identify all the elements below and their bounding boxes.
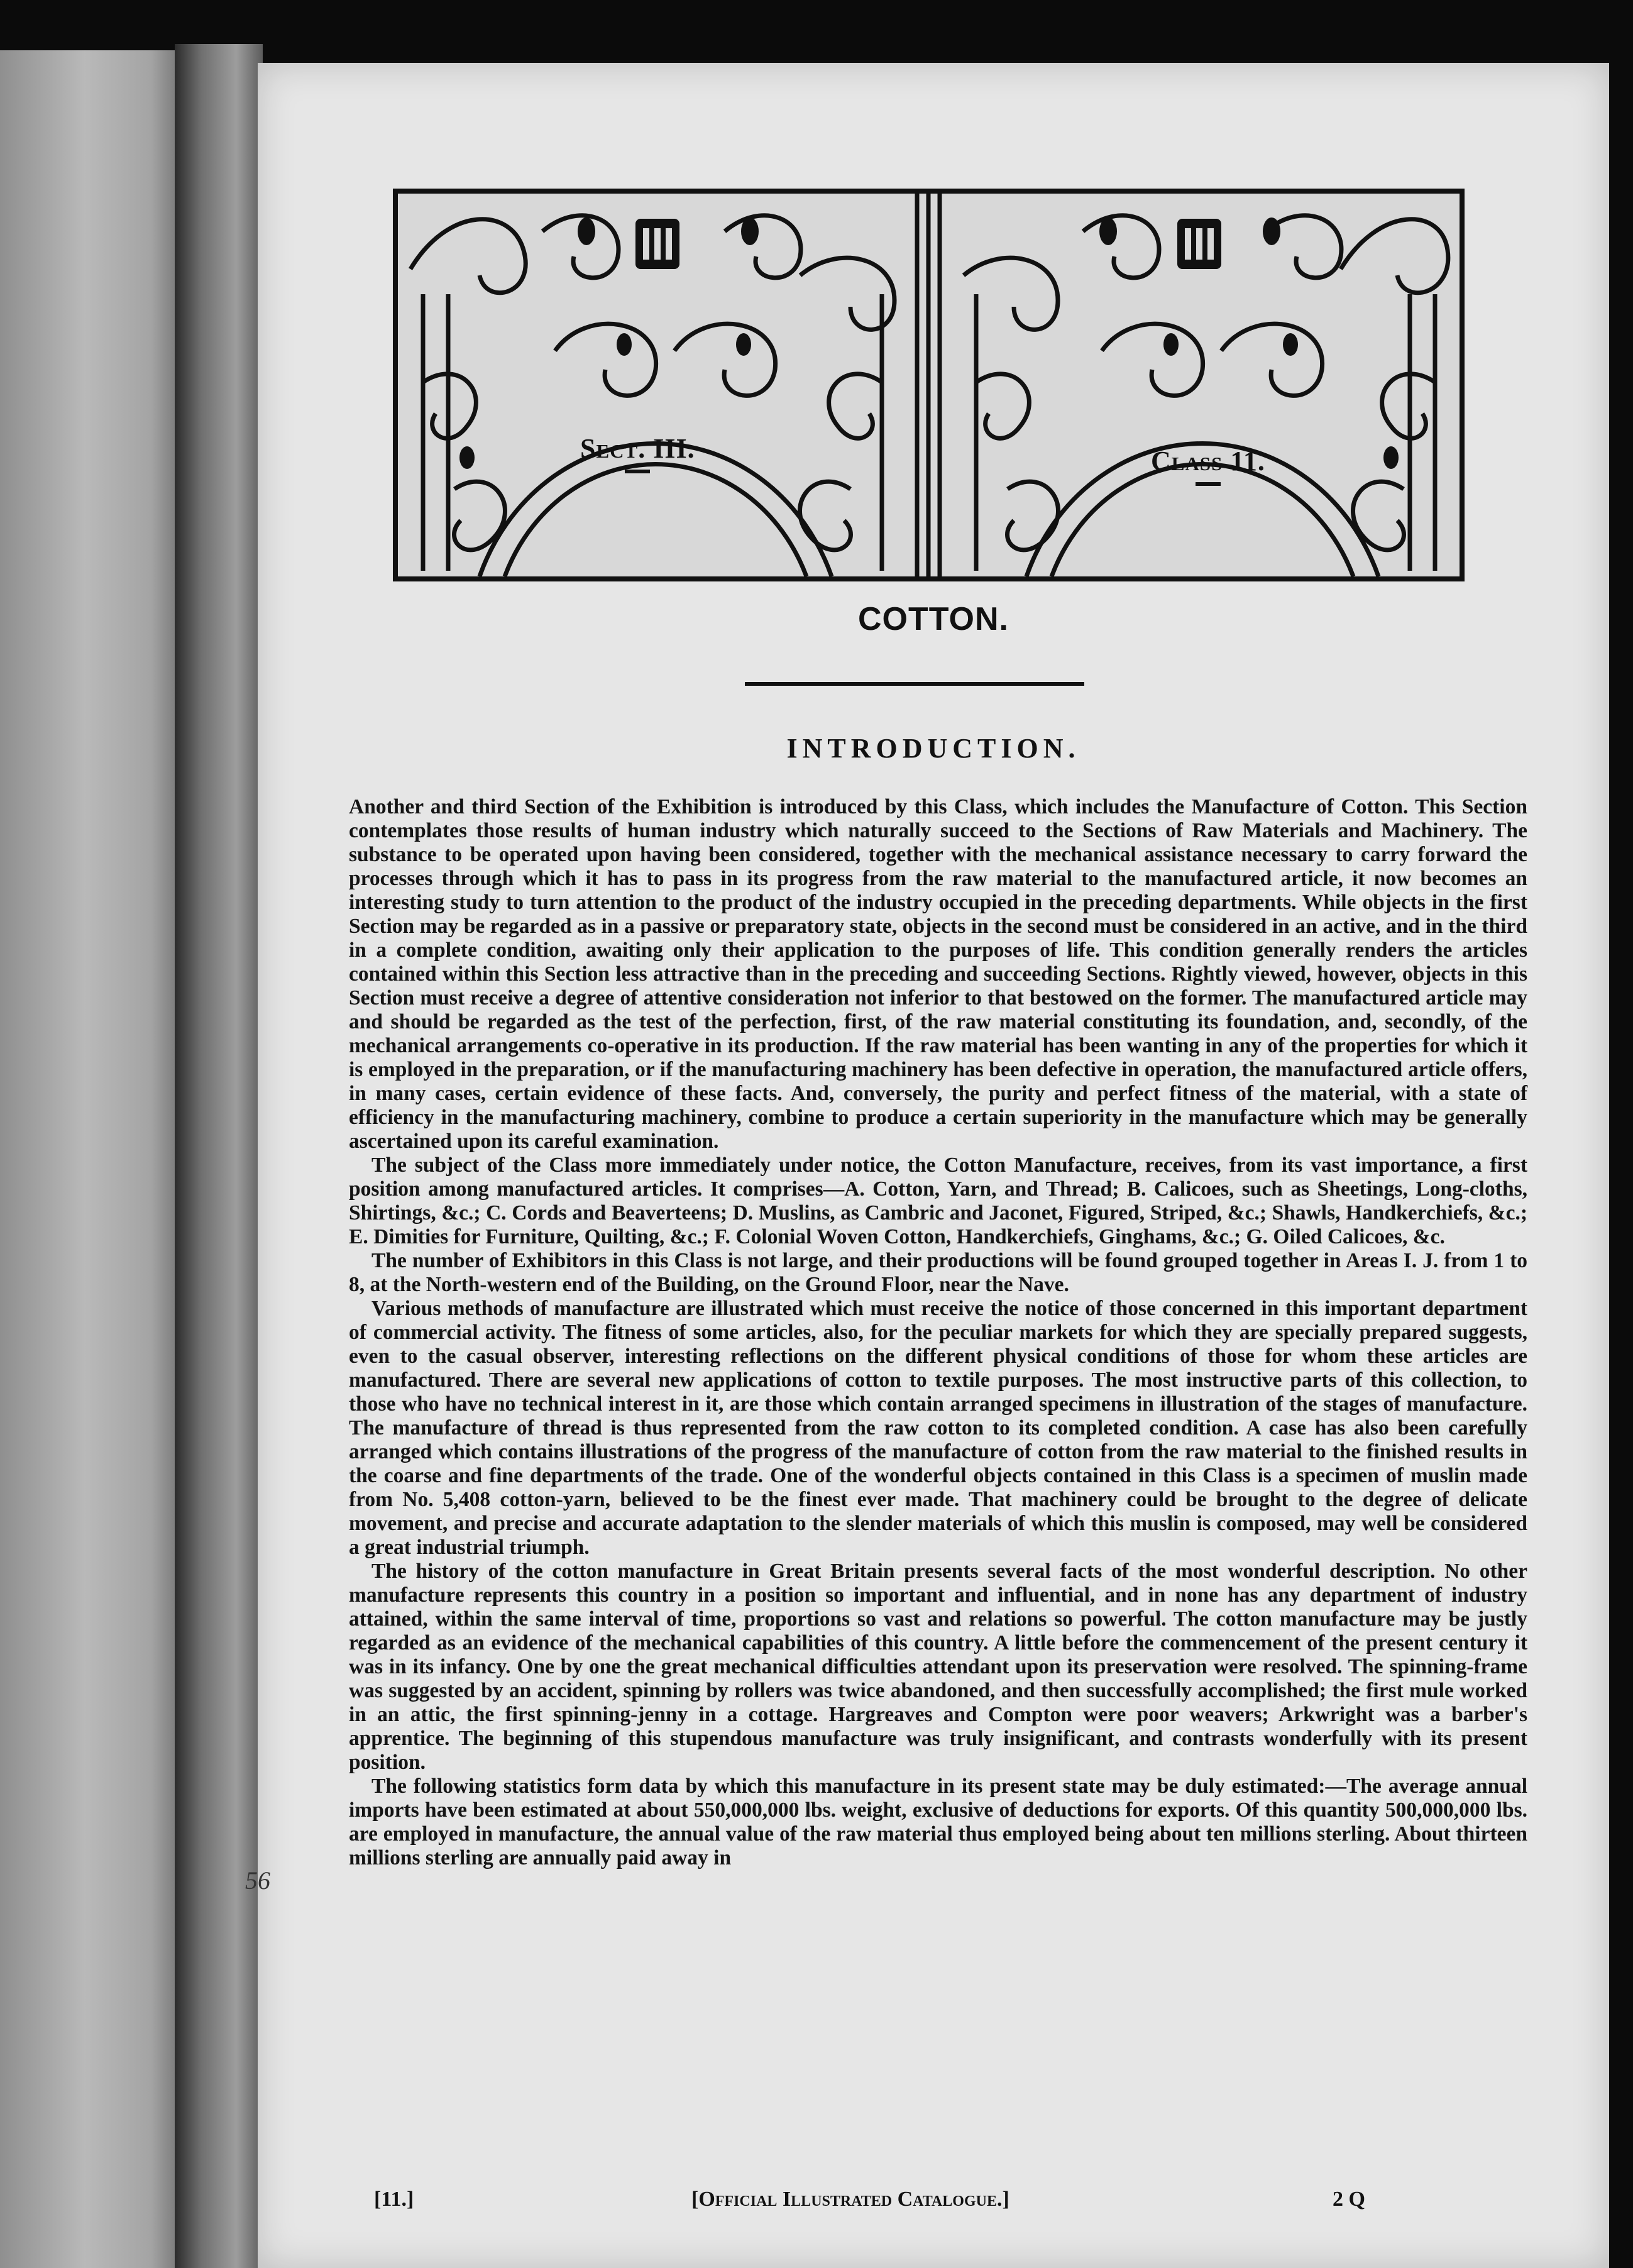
introduction-text (349, 795, 1527, 1870)
margin-note: 56 (245, 1866, 270, 1895)
title-rule (745, 682, 1084, 686)
section-heading: INTRODUCTION. (786, 733, 1080, 764)
catalogue-page (258, 63, 1609, 2268)
facing-page-edge (0, 50, 189, 2268)
class-label: Class 11. (1151, 445, 1265, 486)
paragraph: The subject of the Class more immediately under notice, the Cotton Manufacture, receives, from its vast importance, a first position among manufactured articles. It comprises—A. Cotton, Yarn, and Thread; B. Calicoes, such as Sheetings, Long-cloths, Shirtings, &c.; C. Cords and Beaverteens; D. Muslins, as Cambric and Jaconet, Figured, Striped, &c.; Shawls, Handkerchiefs, &c.; E. Dimities for Furniture, Quilting, &c.; F. Colonial Woven Cotton, Handkerchiefs, Ginghams, &c.; G. Oiled Calicoes, &c. (349, 1153, 1527, 1248)
paragraph: The history of the cotton manufacture in Great Britain presents several facts of the most wonderful description. No other manufacture represents this country in a position so important and influential, and in none has any department of industry attained, within the same interval of time, proportions so vast and relations so powerful. The cotton manufacture may be justly regarded as an evidence of the mechanical capabilities of this country. A little before the commencement of the present century it was in its infancy. One by one the great mechanical difficulties attendant upon its preservation were resolved. The spinning-frame was suggested by an accident, spinning by rollers was twice abandoned, and then successfully accomplished; the first mule worked in an attic, the first spinning-jenny in a cottage. Hargreaves and Compton were poor weavers; Arkwright was a barber's apprentice. The beginning of this stupendous manufacture was truly insignificant, and contrasts wonderfully with its present position. (349, 1560, 1527, 1774)
footer-catalogue: [Official Illustrated Catalogue.] (691, 2188, 1009, 2211)
footer-signature-left: [11.] (374, 2188, 414, 2211)
page-title: COTTON. (857, 601, 1009, 637)
paragraph: Another and third Section of the Exhibition is introduced by this Class, which includes the Manufacture of Cotton. This Section contemplates those results of human industry which naturally succeed to the Sections of Raw Materials and Machinery. The substance to be operated upon having been considered, together with the mechanical assistance necessary to carry forward the processes through which it has to pass in its progress from the raw material to the manufactured article, it now becomes an interesting study to turn attention to the product of the industry occupied in the preceding departments. While objects in the first Section may be regarded as in a passive or preparatory state, objects in the second must be considered in an active, and in the third in a complete condition, awaiting only their application to the purposes of life. This condition generally renders the articles contained within this Section less attractive than in the preceding and succeeding Sections. Rightly viewed, however, objects in this Section must receive a degree of attentive consideration not inferior to that bestowed on the former. The manufactured article may and should be regarded as the test of the perfection, first, of the raw material constituting its foundation, and, secondly, of the mechanical arrangements co-operative in its production. If the raw material has been wanting in any of the properties for which it is employed in the preparation, or if the manufacturing machinery has been defective in operation, the manufactured article offers, in many cases, certain evidence of these facts. And, conversely, the purity and perfect fitness of the material, with a state of efficiency in the manufacturing machinery, combine to produce a certain superiority in the manufacture which may be generally ascertained upon its careful examination. (349, 795, 1527, 1153)
footer-signature-right: 2 Q (1333, 2188, 1365, 2211)
book-gutter (175, 44, 263, 2268)
ironwork-ornament-icon (398, 194, 1460, 576)
paragraph: Various methods of manufacture are illustrated which must receive the notice of those concerned in this important department of commercial activity. The fitness of some articles, also, for the peculiar markets for which they are specially prepared suggests, even to the casual observer, interesting reflections on the different physical conditions of those for whom these articles are manufactured. There are several new applications of cotton to textile purposes. The most instructive parts of this collection, to those who have no technical interest in it, are those which contain arranged specimens in illustration of the stages of manufacture. The manufacture of thread is thus represented from the raw cotton to its completed condition. A case has also been carefully arranged which contains illustrations of the progress of the manufacture of cotton from the raw material to the finished results in the coarse and fine departments of the trade. One of the wonderful objects contained in this Class is a specimen of muslin made from No. 5,408 cotton-yarn, believed to be the finest ever made. That machinery could be brought to the degree of delicate movement, and precise and accurate adaptation to the slender materials of which this muslin is composed, may well be considered a great industrial triumph. (349, 1297, 1527, 1559)
section-label: Sect. III. (580, 432, 695, 473)
ornamental-header (393, 189, 1465, 581)
paragraph: The following statistics form data by which this manufacture in its present state may be duly estimated:—The average annual imports have been estimated at about 550,000,000 lbs. weight, exclusive of deductions for exports. Of this quantity 500,000,000 lbs. are employed in manufacture, the annual value of the raw material thus employed being about ten millions sterling. About thirteen millions sterling are annually paid away in (349, 1775, 1527, 1869)
paragraph: The number of Exhibitors in this Class is not large, and their productions will be found grouped together in Areas I. J. from 1 to 8, at the North-western end of the Building, on the Ground Floor, near the Nave. (349, 1249, 1527, 1296)
